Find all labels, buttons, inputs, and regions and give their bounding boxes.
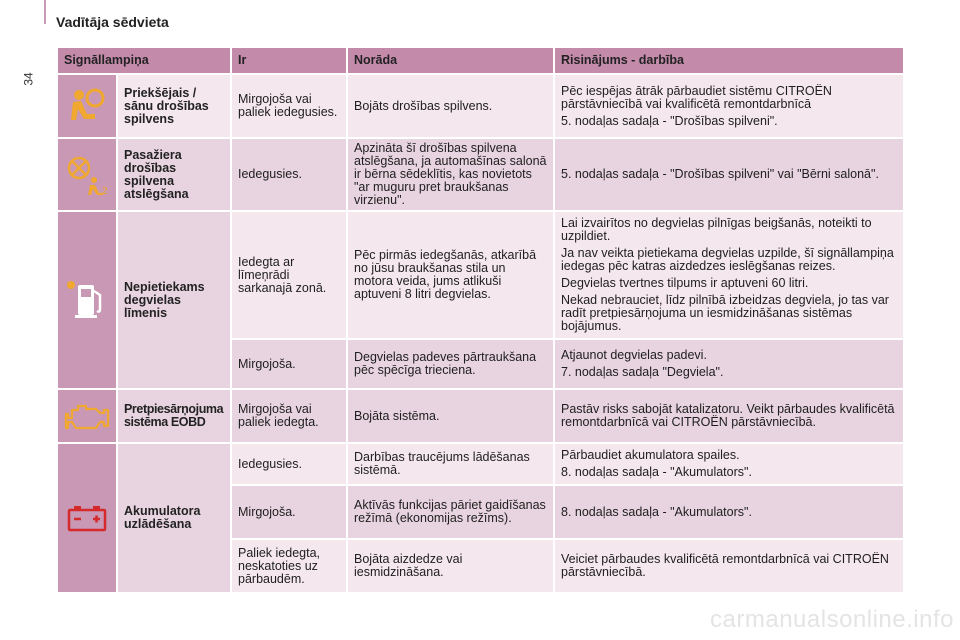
action-line: Lai izvairītos no degvielas pilnīgas beigšanās, noteikti to uzpildiet. — [561, 216, 872, 243]
signal-action — [554, 443, 904, 485]
signal-state: Mirgojoša. — [231, 339, 347, 389]
battery-icon — [65, 503, 109, 533]
icon-cell — [57, 443, 117, 593]
signal-indicates: Pēc pirmās iedegšanās, atkarībā no jūsu braukšanas stila un motora veida, jums atlikuši aptuveni 8 litri degvielas. — [347, 211, 554, 339]
signal-action — [554, 74, 904, 138]
signal-name: Pasažiera drošības spilvena atslēgšana — [117, 138, 231, 211]
header-state: Ir — [231, 47, 347, 74]
signal-action — [554, 138, 904, 211]
signal-name: Nepietiekams degvielas līmenis — [117, 211, 231, 389]
action-line: 5. nodaļas sadaļa - "Drošības spilveni". — [561, 113, 778, 128]
action-line: Veiciet pārbaudes kvalificētā remontdarbnīcā vai CITROËN pārstāvniecībā. — [561, 552, 889, 579]
signal-state: Mirgojoša vai paliek iedegusies. — [231, 74, 347, 138]
table-row — [57, 74, 904, 138]
signal-action — [554, 389, 904, 443]
signal-action — [554, 211, 904, 339]
signal-state: Mirgojoša. — [231, 485, 347, 539]
signal-state: Paliek iedegta, neskatoties uz pārbaudēm. — [231, 539, 347, 593]
action-line: Atjaunot degvielas padevi. — [561, 348, 707, 362]
action-line: 8. nodaļas sadaļa - "Akumulators". — [561, 504, 752, 519]
signal-indicates: Apzināta šī drošības spilvena atslēgšana, ja automašīnas salonā ir bērna sēdeklītis, kas novietots "ar muguru pret braukšanas virzienu". — [347, 138, 554, 211]
table-row — [57, 443, 904, 485]
header-indicates: Norāda — [347, 47, 554, 74]
signal-indicates: Bojāts drošības spilvens. — [347, 74, 554, 138]
table-row — [57, 389, 904, 443]
action-line: 8. nodaļas sadaļa - "Akumulators". — [561, 465, 752, 479]
passenger-airbag-off-icon — [64, 152, 110, 198]
watermark: carmanualsonline.info — [710, 606, 954, 633]
action-line: 7. nodaļas sadaļa "Degviela". — [561, 365, 724, 379]
table-row — [57, 138, 904, 211]
page-number: 34 — [21, 72, 36, 86]
signal-indicates: Aktīvās funkcijas pāriet gaidīšanas režīmā (ekonomijas režīms). — [347, 485, 554, 539]
signal-state: Iedegusies. — [231, 443, 347, 485]
airbag-warning-icon — [65, 84, 109, 128]
signal-indicates: Degvielas padeves pārtraukšana pēc spēcīga trieciena. — [347, 339, 554, 389]
signal-state: Iedegusies. — [231, 138, 347, 211]
signal-action — [554, 539, 904, 593]
action-line: Pastāv risks sabojāt katalizatoru. Veikt pārbaudes kvalificētā remontdarbnīcā vai CITROËN pārstāvniecībā. — [561, 402, 895, 429]
icon-cell — [57, 74, 117, 138]
signal-indicates: Bojāta aizdedze vai iesmidzināšana. — [347, 539, 554, 593]
table-header-row — [57, 47, 904, 74]
warning-lights-table — [56, 46, 905, 594]
signal-state: Iedegta ar līmeņrādi sarkanajā zonā. — [231, 211, 347, 339]
action-line: Degvielas tvertnes tilpums ir aptuveni 60 litri. — [561, 276, 809, 290]
page-title: Vadītāja sēdvieta — [56, 14, 169, 30]
signal-indicates: Bojāta sistēma. — [347, 389, 554, 443]
signal-indicates: Darbības traucējums lādēšanas sistēmā. — [347, 443, 554, 485]
table-row — [57, 211, 904, 339]
signal-name: Akumulatora uzlādēšana — [117, 443, 231, 593]
action-line: Nekad nebrauciet, līdz pilnībā izbeidzas degviela, jo tas var radīt pretpiesārņojuma un iesmidzināšanas sistēmas bojājumus. — [561, 293, 889, 333]
signal-action — [554, 339, 904, 389]
icon-cell — [57, 389, 117, 443]
signal-name: Pretpiesārņojuma sistēma EOBD — [117, 389, 231, 443]
signal-name: Priekšējais / sānu drošības spilvens — [117, 74, 231, 138]
engine-check-icon — [64, 398, 112, 434]
signal-action — [554, 485, 904, 539]
icon-cell — [57, 211, 117, 389]
header-signal: Signāllampiņa — [57, 47, 231, 74]
fuel-pump-icon — [65, 275, 109, 325]
icon-cell — [57, 138, 117, 211]
signal-state: Mirgojoša vai paliek iedegta. — [231, 389, 347, 443]
action-line: Pārbaudiet akumulatora spailes. — [561, 448, 740, 462]
action-line: Ja nav veikta pietiekama degvielas uzpilde, šī signāllampiņa iedegas pēc katras aizdedzes ieslēgšanas reizes. — [561, 246, 894, 273]
action-line: Pēc iespējas ātrāk pārbaudiet sistēmu CITROËN pārstāvniecībā vai kvalificētā remontdarbnīcā — [561, 83, 832, 111]
side-rule — [44, 0, 46, 24]
header-action: Risinājums - darbība — [554, 47, 904, 74]
action-line: 5. nodaļas sadaļa - "Drošības spilveni" vai "Bērni salonā". — [561, 167, 879, 181]
svg-text:2: 2 — [102, 185, 108, 197]
